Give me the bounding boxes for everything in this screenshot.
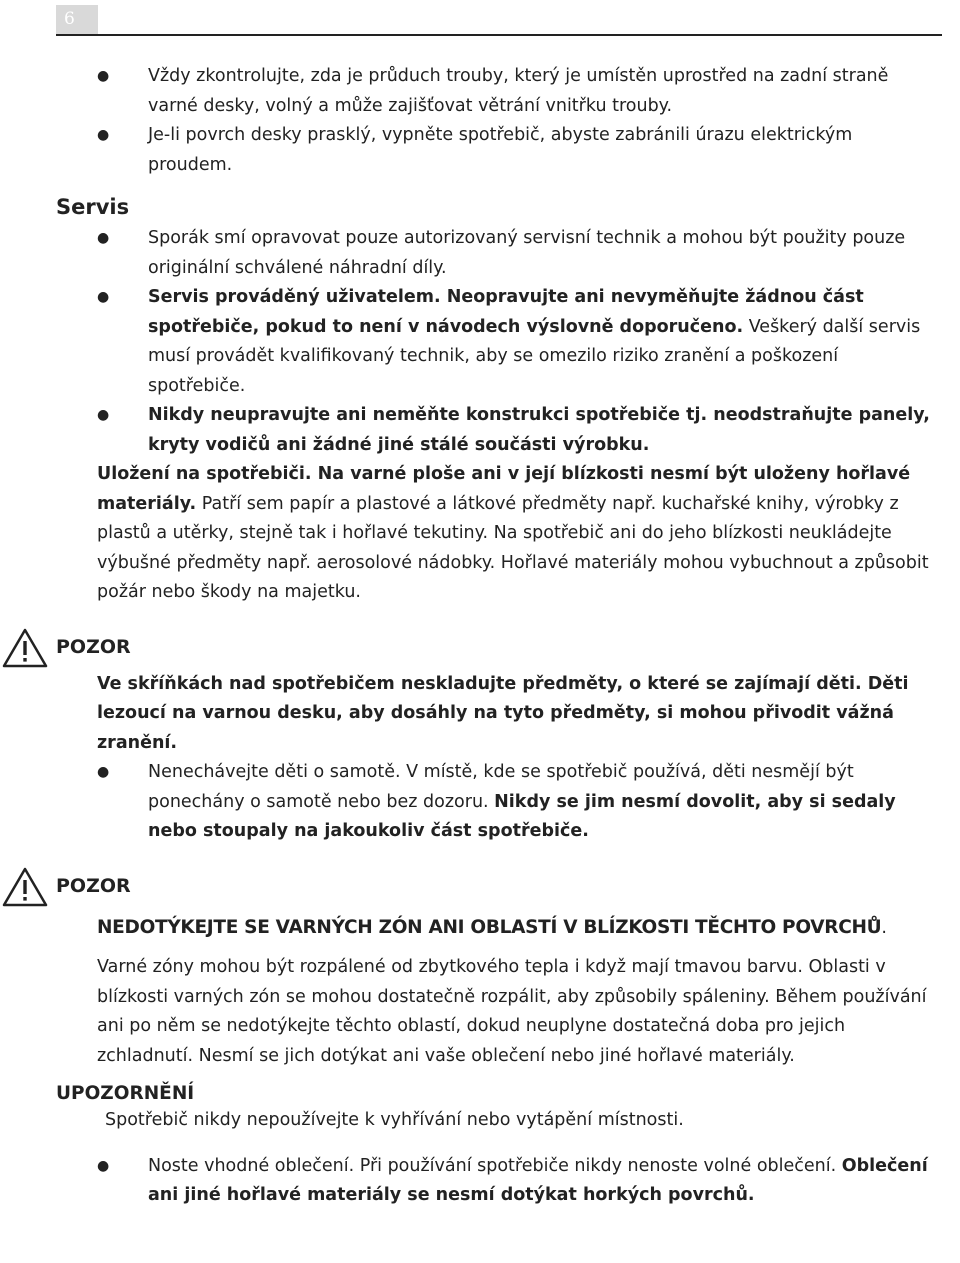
bullet-icon: ● — [97, 289, 110, 305]
bullet-icon: ● — [97, 407, 110, 423]
header-rule — [56, 34, 942, 36]
page-content — [0, 62, 960, 1211]
section-heading-servis: Servis — [56, 195, 130, 219]
bullet-icon: ● — [97, 1157, 110, 1174]
warning-caps-line: NEDOTÝKEJTE SE VARNÝCH ZÓN ANI OBLASTÍ V BLÍZKOSTI TĚCHTO POVRCHŮ. — [97, 916, 887, 938]
warning-label: POZOR — [56, 635, 131, 658]
warning-triangle-icon — [2, 628, 48, 668]
notice-heading: UPOZORNĚNÍ — [56, 1083, 195, 1104]
storage-paragraph: Uložení na spotřebiči. Na varné ploše ani v její blízkosti nesmí být uloženy hořlavé materiály. Patří sem papír a plastové a látkové předměty např. kuchařské knihy, výrobky z plastů a utěrky, stejně tak i hořlavé tekutiny. Na spotřebič ani do jeho blízkosti neukládejte výbušné předměty např. aerosolové nádobky. Hořlavé materiály mohou vybuchnout a způsobit požár nebo škody na majetku. — [97, 464, 929, 602]
bullet-icon: ● — [97, 764, 110, 780]
warning-label: POZOR — [56, 874, 131, 897]
list-item: ● Noste vhodné oblečení. Při používání spotřebiče nikdy nenoste volné oblečení. Oblečení ani jiné hořlavé materiály se nesmí dotýkat horkých povrchů. — [0, 1152, 960, 1211]
list-item: ● Servis prováděný uživatelem. Neopravujte ani nevyměňujte žádnou část spotřebiče, pokud to není v návodech výslovně doporučeno. Veškerý další servis musí provádět kvalifikovaný technik, aby se omezilo riziko zranění a poškození spotřebiče. — [0, 283, 960, 401]
bullet-icon: ● — [97, 68, 110, 84]
list-item: ● Je-li povrch desky prasklý, vypněte spotřebič, abyste zabránili úrazu elektrickým proudem. — [0, 121, 960, 180]
notice-paragraph: Spotřebič nikdy nepoužívejte k vyhřívání nebo vytápění místnosti. — [105, 1110, 684, 1130]
list-item: ● Sporák smí opravovat pouze autorizovaný servisní technik a mohou být použity pouze originální schválené náhradní díly. — [0, 224, 960, 283]
warning-header — [0, 867, 960, 907]
bullet-icon: ● — [97, 230, 110, 246]
warning-triangle-icon — [2, 867, 48, 907]
list-item: ● Nikdy neupravujte ani neměňte konstrukci spotřebiče tj. neodstraňujte panely, kryty vodičů ani žádné jiné stálé součásti výrobku. — [0, 401, 960, 460]
warning-header — [0, 628, 960, 668]
page-number: 6 — [56, 5, 98, 34]
warning-paragraph: Varné zóny mohou být rozpálené od zbytkového tepla i když mají tmavou barvu. Oblasti v blízkosti varných zón se mohou dostatečně rozpálit, aby způsobily spáleniny. Během používání ani po něm se nedotýkejte těchto oblastí, dokud neuplyne dostatečná doba pro jejich zchladnutí. Nesmí se jich dotýkat ani vaše oblečení nebo jiné hořlavé materiály. — [97, 957, 927, 1066]
list-item: ● Vždy zkontrolujte, zda je průduch trouby, který je umístěn uprostřed na zadní straně varné desky, volný a může zajišťovat větrání vnitřku trouby. — [0, 62, 960, 121]
bullet-icon: ● — [97, 127, 110, 143]
list-item: ● Nenechávejte děti o samotě. V místě, kde se spotřebič používá, děti nesmějí být ponechány o samotě nebo bez dozoru. Nikdy se jim nesmí dovolit, aby si sedaly nebo stoupaly na jakoukoliv část spotřebiče. — [0, 758, 960, 847]
warning-paragraph: Ve skříňkách nad spotřebičem neskladujte předměty, o které se zajímají děti. Děti lezoucí na varnou desku, aby dosáhly na tyto předměty, si mohou přivodit vážná zranění. — [97, 673, 909, 753]
